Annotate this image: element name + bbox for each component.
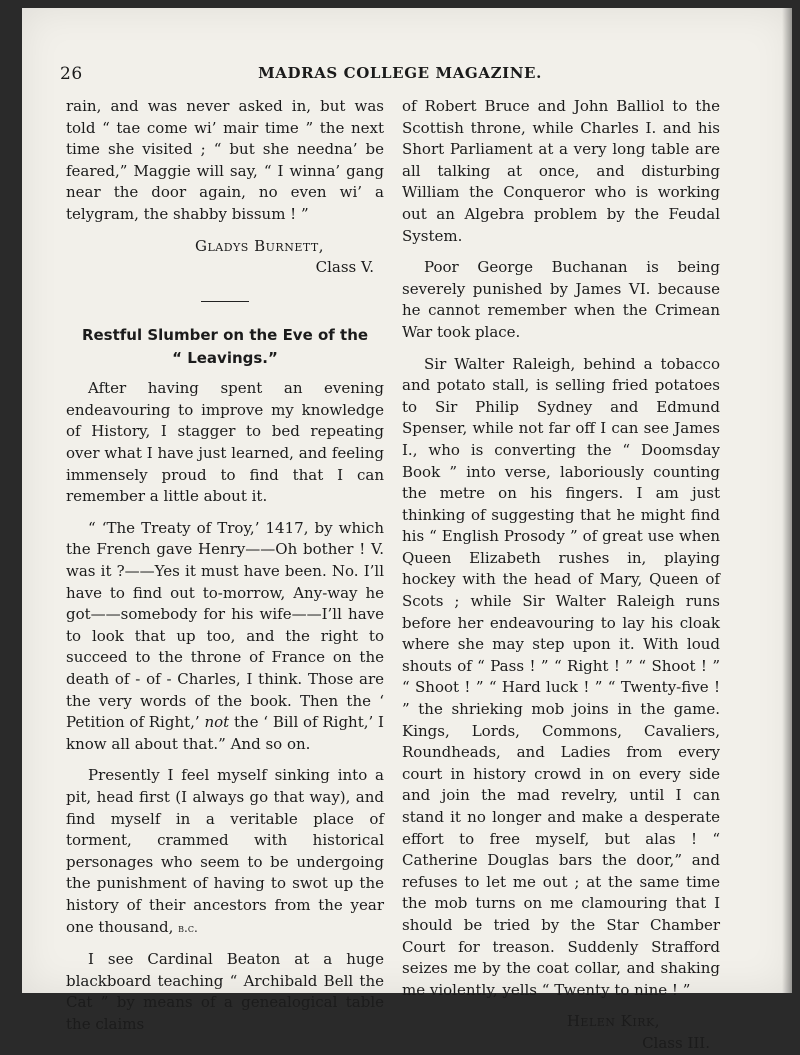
paragraph-text: Presently I feel myself sinking into a pit, head first (I always go that way), and find myself in a veritable place of torment, crammed with historical personages who seem to be undergoing the punishment of having to swot up the history of their ancestors from the year one thousand, (66, 766, 384, 936)
paragraph: I see Cardinal Beaton at a huge blackboard teaching “ Archibald Bell the Cat ” by means of a genealogical table the claims (66, 950, 384, 1033)
author-class: Class V. (315, 258, 374, 277)
page-edge-shadow (782, 8, 792, 993)
section-divider (201, 301, 249, 303)
author-name: Gladys Burnett, (195, 236, 324, 255)
story-title-line1: Restful Slumber on the Eve of the (81, 326, 369, 345)
magazine-title: MADRAS COLLEGE MAGAZINE. (258, 64, 542, 82)
era-abbreviation: b.c. (178, 920, 198, 935)
author-class: Class III. (642, 1033, 710, 1052)
emphasis-text: not (204, 713, 230, 732)
paragraph (66, 518, 384, 756)
story-title-line2: “ Leavings.” (172, 349, 278, 368)
right-column (402, 96, 720, 1055)
paragraph: rain, and was never asked in, but was told “ tae come wi’ mair time ” the next time she visited ; “ but she needna’ be feared,” Maggie will say, “ I winna’ gang near the door again, no even wi’ a telygram, the shabby bissum ! ” (66, 97, 384, 223)
paragraph (66, 765, 384, 939)
magazine-page (22, 8, 792, 1052)
paragraph: Poor George Buchanan is being severely punished by James VI. because he cannot remember when the Crimean War took place. (402, 258, 720, 341)
author-name: Helen Kirk, (566, 1012, 660, 1031)
paragraph-text: the ‘ Bill of Right,’ I know all about that.” And so on. (66, 713, 384, 753)
paragraph: Sir Walter Raleigh, behind a tobacco and potato stall, is selling fried potatoes to Sir Philip Sydney and Edmund Spenser, while not far off I can see James I., who is converting the “ Doomsday Book ” into verse, laboriously counting the metre on his fingers. I am just thinking of suggesting that he might find his “ English Prosody ” of great use when Queen Elizabeth rushes in, playing hockey with the head of Mary, Queen of Scots ; while Sir Walter Raleigh runs before her endeavouring to lay his cloak where she may step upon it. With loud shouts of “ Pass ! ” “ Right ! ” “ Shoot ! ” “ Shoot ! ” “ Hard luck ! ” “ Twenty-five ! ” the shrieking mob joins in the game. Kings, Lords, Commons, Cavaliers, Roundheads, and Ladies from every court in history crowd in on every side and join the mad revelry, until I can stand it no longer and make a desperate effort to free myself, but alas ! “ Catherine Douglas bars the door,” and refuses to let me out ; at the same time the mob turns on me clamouring that I should be tried by the Star Chamber Court for treason. Suddenly Strafford seizes me by the coat collar, and shaking me violently, yells “ Twenty to nine ! ” (402, 354, 720, 999)
signature-gladys-burnett (66, 236, 384, 279)
page-number: 26 (60, 64, 83, 84)
signature-helen-kirk (402, 1011, 720, 1054)
paragraph: After having spent an evening endeavouring to improve my knowledge of History, I stagger to bed repeating over what I have just learned, and feeling immensely proud to find that I can remember a little about it. (66, 379, 384, 506)
paragraph-text: “ ‘The Treaty of Troy,’ 1417, by which the French gave Henry——Oh bother ! V. was it ?——Yes it must have been. No. I’ll have to find out to-morrow, Any-way he got——somebody for his wife——I’ll have to look that up too, and the right to succeed to the throne of France on the death of - of - Charles, I think. Those are the very words of the book. Then the ‘ Petition of Right,’ (66, 518, 384, 732)
left-column (66, 96, 384, 1045)
paragraph: of Robert Bruce and John Balliol to the Scottish throne, while Charles I. and his Short Parliament at a very long table are all talking at once, and disturbing William the Conqueror who is working out an Algebra problem by the Feudal System. (402, 97, 720, 245)
story-title (66, 324, 384, 370)
